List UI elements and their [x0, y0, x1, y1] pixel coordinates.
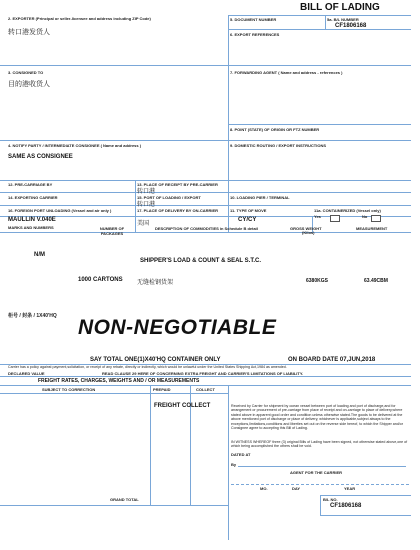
read-clause-text: READ CLAUSE 29 HERE OF CONCERNING EXTRA FREIGHT AND CARRIER'S LIMITATIONS OF LIABILITY. [102, 371, 304, 376]
divider [0, 180, 411, 181]
gross-weight-value: 6380KGS [306, 278, 328, 284]
divider [228, 15, 229, 185]
declared-value-label: DECLARED VALUE [8, 371, 45, 376]
divider [0, 393, 228, 394]
divider [0, 140, 411, 141]
non-negotiable-stamp: NON-NEGOTIABLE [78, 316, 277, 339]
divider [228, 29, 411, 30]
place-of-receipt-value: 转口港 [137, 189, 156, 195]
point-of-origin-label: 8. POINT (STATE) OF ORIGIN OR FTZ NUMBER [230, 127, 320, 132]
subject-to-correction-label: SUBJECT TO CORRECTION [42, 387, 96, 392]
divider [0, 192, 411, 193]
cartons-value: 1000 CARTONS [78, 277, 123, 283]
notify-party-label: 4. NOTIFY PARTY / INTERMEDIATE CONSIGNEE ( Name and address ) [8, 143, 142, 148]
prepaid-label: PREPAID [153, 387, 171, 392]
shipper-load-text: SHIPPER'S LOAD & COUNT & SEAL S.T.C. [140, 258, 261, 264]
divider [0, 65, 411, 66]
domestic-routing-label: 9. DOMESTIC ROUTING / EXPORT INSTRUCTIONS [230, 143, 327, 148]
marks-column-header: MARKS AND NUMBERS [8, 225, 54, 230]
gross-weight-column-header: GROSS WEIGHT [290, 226, 322, 231]
agent-for-carrier-label: AGENT FOR THE CARRIER [290, 470, 342, 475]
date-line [231, 484, 409, 485]
divider [0, 216, 411, 217]
measurement-column-header: MEASUREMENT [356, 226, 388, 231]
month-label: MO. [260, 486, 268, 491]
carrier-note: Carrier has a policy against payment,solicitation, or receipt of any rebate, directly or indirectly, which would be unlawful under the United States Shipping Act,1984 as amended. [8, 365, 287, 369]
divider [0, 385, 411, 386]
divider [228, 15, 411, 16]
container-value: 柜号 / 封条 / 1X40'HQ [8, 313, 57, 319]
loading-pier-label: 10. LOADING PIER / TERMINAL [230, 195, 290, 200]
divider [320, 495, 321, 515]
exporting-carrier-label: 14. EXPORTING CARRIER [8, 195, 58, 200]
divider [135, 180, 136, 232]
exporter-label: 2. EXPORTER (Principal or seller-licensee and address including ZIP Code) [8, 16, 151, 21]
gross-weight-unit: (Kilos) [302, 230, 315, 235]
divider [228, 180, 229, 232]
on-board-date: ON BOARD DATE 07,JUN,2018 [288, 357, 376, 363]
divider [320, 515, 411, 516]
port-of-loading-value: 转口港 [137, 202, 156, 208]
measurement-value: 63.49CBM [364, 278, 388, 284]
bl-number-label: 5a. B/L NUMBER [327, 17, 359, 22]
containerized-label: 11a. CONTAINERIZED (Vessel only) [314, 208, 381, 213]
export-references-label: 6. EXPORT REFERENCES [230, 32, 280, 37]
consignee-label: 3. CONSIGNED TO [8, 70, 44, 75]
document-number-label: 5. DOCUMENT NUMBER [230, 17, 277, 22]
marks-value: N/M [34, 252, 45, 258]
pre-carriage-label: 12. PRE-CARRIAGE BY [8, 182, 53, 187]
year-label: YEAR [344, 486, 356, 491]
divider [0, 376, 411, 377]
collect-label: COLLECT [196, 387, 215, 392]
terms-text: Received by Carrier for shipment by ocean vessel between port of loading and port of discharge,and for arrangement or procurement of pre-carriage from place of receipt and on-carriage to place of delivery,where stated above in apparent good order and condition unless otherwise stated.The goods to be delivered at the above mentioned port of discharge or place of delivery, whichever is applicable,subject always to the exceptions,limitations,conditions and liberties set out on the reverse side hereof, to which the Shipper and/or Consignee agree to accepting this Bill of Lading. [231, 404, 403, 431]
bl-no-label: B/L NO. [323, 497, 338, 502]
foreign-port-value: MAULLIN V.040E [8, 217, 56, 223]
place-of-delivery-value: 美国 [137, 221, 150, 227]
freight-collect-text: FREIGHT COLLECT [154, 403, 211, 409]
day-label: DAY [292, 486, 301, 491]
type-of-move-value: CY/CY [238, 217, 257, 223]
freight-header: FREIGHT RATES, CHARGES, WEIGHTS AND / OR MEASUREMENTS [38, 378, 200, 384]
consignee-value: 目的港收货人 [8, 81, 50, 88]
bl-number-value: CF1806168 [335, 23, 367, 29]
divider [0, 232, 411, 233]
divider [228, 124, 411, 125]
containerized-no-label: No [362, 214, 368, 219]
divider [0, 505, 228, 506]
bl-no-value: CF1806168 [330, 503, 362, 509]
port-of-loading-label: 15. PORT OF LOADING / EXPORT [137, 195, 201, 200]
notify-party-value: SAME AS CONSIGNEE [8, 154, 73, 160]
place-of-receipt-label: 13. PLACE OF RECEIPT BY PRE-CARRIER [137, 182, 218, 187]
packages-column-header: NUMBER OF PACKAGES [99, 226, 125, 236]
witness-text: IN WITNESS WHEREOF three (3) original Bills of Lading have been signed, not otherwise stated above,one of which being accomplished the others shall be void. [231, 440, 408, 449]
containerized-yes-checkbox[interactable] [330, 215, 340, 222]
foreign-port-label: 16. FOREIGN PORT UNLOADING (Vessel and air only ) [8, 208, 112, 213]
say-total-text: SAY TOTAL ONE(1)X40'HQ CONTAINER ONLY [90, 357, 221, 363]
document-title: BILL OF LADING [300, 2, 380, 13]
forwarding-agent-label: 7. FORWARDING AGENT ( Name and address - references ) [230, 70, 343, 75]
by-label: By [231, 462, 237, 467]
containerized-no-checkbox[interactable] [371, 215, 381, 222]
containerized-yes-label: Yes [314, 214, 321, 219]
type-of-move-label: 11. TYPE OF MOVE [230, 208, 267, 213]
exporter-value: 转口港发货人 [8, 29, 50, 36]
divider [228, 385, 229, 540]
grand-total-label: GRAND TOTAL [110, 497, 139, 502]
dated-at-label: DATED AT [231, 452, 251, 457]
divider [320, 495, 411, 496]
signature-line [238, 466, 406, 467]
place-of-delivery-label: 17. PLACE OF DELIVERY BY ON-CARRIER [137, 208, 219, 213]
description-column-header: DESCRIPTION OF COMMODITIES in Schedule B detail [155, 226, 258, 231]
divider [0, 205, 411, 206]
divider [150, 385, 151, 505]
description-value: 无缝检钢货架 [137, 280, 174, 286]
divider [325, 15, 326, 29]
